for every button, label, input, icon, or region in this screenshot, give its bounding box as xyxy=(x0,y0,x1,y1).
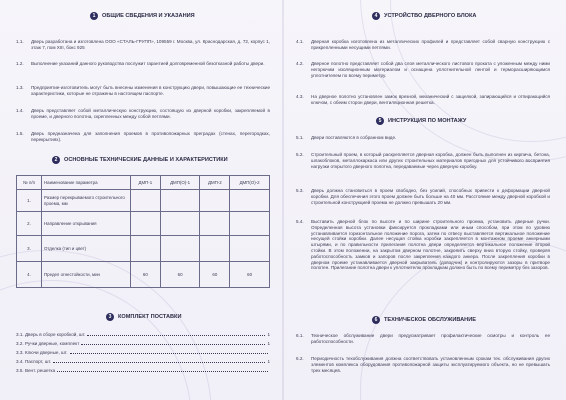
paragraph-number: 4.3. xyxy=(296,94,304,99)
section-number-badge: 6 xyxy=(372,316,380,324)
paragraph-4-1 xyxy=(296,39,550,51)
table-cell: Размер перекрываемого строительного проема, мм xyxy=(42,190,131,212)
section-title-text: ОСНОВНЫЕ ТЕХНИЧЕСКИЕ ДАННЫЕ И ХАРАКТЕРИСТИКИ xyxy=(64,156,228,163)
table-header: ДМП(О)-1 xyxy=(160,176,200,190)
paragraph-number: 5.1. xyxy=(296,135,304,140)
section-1-title xyxy=(90,12,195,20)
specifications-table xyxy=(16,175,270,288)
section-3-title xyxy=(106,313,181,321)
table-row xyxy=(17,212,270,236)
table-header: № п/п xyxy=(17,176,42,190)
paragraph-text: Двери поставляются в собранном виде. xyxy=(311,135,397,140)
paragraph-text: Дверь представляет собой металлическую конструкцию, состоящую из дверной коробки, закрепляемой в проеме, и дверного полотна, скрепленных между собой петлями. xyxy=(31,108,270,119)
section-title-text: ОБЩИЕ СВЕДЕНИЯ И УКАЗАНИЯ xyxy=(102,12,195,19)
kit-item-name: 3.3. Ключи дверные, шт. xyxy=(16,350,68,355)
table-cell: 1. xyxy=(17,190,42,212)
table-cell xyxy=(160,190,200,212)
paragraph-number: 6.1. xyxy=(296,333,304,338)
dotted-leader xyxy=(70,349,268,354)
table-cell xyxy=(230,236,270,262)
table-cell: 60 xyxy=(230,262,270,288)
paragraph-text: Периодичность техобслуживания должна соответствовать установленным срокам тех. обслуживания других элементов комплекса оборудования противопожарной защиты эксплуатируемого объекта, но не превышать трех месяцев. xyxy=(311,356,550,373)
paragraph-number: 4.2. xyxy=(296,61,304,66)
paragraph-6-2 xyxy=(296,356,550,373)
paragraph-5-2 xyxy=(296,152,550,169)
table-cell xyxy=(230,212,270,236)
table-cell xyxy=(200,212,230,236)
table-header: Наименование параметра xyxy=(42,176,131,190)
table-cell xyxy=(200,190,230,212)
section-number-badge: 1 xyxy=(90,12,98,20)
paragraph-number: 5.4. xyxy=(296,219,304,224)
paragraph-number: 1.1. xyxy=(16,39,24,44)
table-cell xyxy=(160,212,200,236)
section-title-text: КОМПЛЕКТ ПОСТАВКИ xyxy=(118,313,182,320)
table-cell: 60 xyxy=(160,262,200,288)
paragraph-1-3 xyxy=(16,85,270,97)
table-header-row xyxy=(17,176,270,190)
dotted-leader xyxy=(57,367,268,372)
paragraph-4-3 xyxy=(296,94,550,106)
table-cell: Направление открывания xyxy=(42,212,131,236)
table-header: ДМП(О)-2 xyxy=(230,176,270,190)
paragraph-text: Предприятие-изготовитель могут быть внесены изменения в конструкцию двери, повышающие ее технические характеристики, которые не отражены в настоящем паспорте. xyxy=(31,85,270,96)
paragraph-number: 4.1. xyxy=(296,39,304,44)
kit-item xyxy=(16,349,270,356)
paragraph-text: Дверь разработана и изготовлена ООО «СТАЛЬ-ГРУПП», 109559 г. Москва, ул. Краснодарская, д. 72, корпус 1, этаж 7, пом XIII, бокс 925 xyxy=(31,39,270,50)
section-title-text: ИНСТРУКЦИЯ ПО МОНТАЖУ xyxy=(388,117,467,124)
dotted-leader xyxy=(87,331,265,336)
table-row xyxy=(17,262,270,288)
section-4-title xyxy=(372,12,476,20)
table-cell xyxy=(230,190,270,212)
paragraph-number: 1.4. xyxy=(16,108,24,113)
paragraph-4-2 xyxy=(296,61,550,78)
dotted-leader xyxy=(81,340,265,345)
paragraph-text: Дверная коробка изготовлена из металлических профилей и представляет собой сварную конструкцию с прикрепленными несущими петлями. xyxy=(311,39,550,50)
paragraph-5-3 xyxy=(296,188,550,205)
paragraph-1-2 xyxy=(16,61,270,67)
paragraph-6-1 xyxy=(296,333,550,345)
paragraph-number: 1.3. xyxy=(16,85,24,90)
table-row xyxy=(17,190,270,212)
table-cell: 4. xyxy=(17,262,42,288)
paragraph-number: 5.3. xyxy=(296,188,304,193)
kit-item-name: 3.1. Дверь в сборе коробкой, шт. xyxy=(16,332,86,337)
section-2-title xyxy=(52,156,228,164)
page-fold xyxy=(282,0,284,400)
table-cell: Отделка (тип и цвет) xyxy=(42,236,131,262)
kit-item xyxy=(16,331,270,338)
paragraph-text: Выполнение указаний данного руководства послужит гарантией долговременной безотказной работы двери. xyxy=(31,61,265,66)
section-5-title xyxy=(376,117,466,125)
table-cell: Предел огнестойкости, мин xyxy=(42,262,131,288)
paragraph-text: На дверное полотно установлен замок врезной, механический с защелкой, запирающийся и отпирающийся ключом, с обеим сторон двери, вентиляционная решетка. xyxy=(311,94,550,105)
paragraph-text: Строительный проем, в который раскрепляется дверная коробка, должен быть выполнен из кирпича, бетона, шлакоблоков, металлокаркаса или других строительных материалов пригодных для устойчивого восприятия нагрузки открытого дверного полотна, передаваемые через дверную коробку. xyxy=(311,152,550,169)
kit-item-name: 3.5. Вент. решетка xyxy=(16,368,56,373)
section-title-text: ТЕХНИЧЕСКОЕ ОБСЛУЖИВАНИЕ xyxy=(384,316,476,323)
table-cell: 3. xyxy=(17,236,42,262)
kit-item-quantity: 1 xyxy=(267,359,270,364)
paragraph-text: Выставить дверной блок по высоте и по ширине строительного проема, установить дверные ручки. Определенная высота установки фиксируется прокладками или иным способом, при этом по уровню устанавливается горизонтальное положение порога, затем по отвесу выставляется вертикальное положение несущей стойки коробки. Далее несущая стойка коробки закрепляется в монтажном проеме анкерными штырями, и по правильности прилегания полотна двери определяется вертикальное положение второй стойки. В этом положении, на закрытом дверном полотне, закрепить сверху вниз вторую стойку, проверяя работоспособность замков и запоров после закрепления каждого анкера. После закрепления коробки в дверном проеме устанавливается дверной закрыватель (доводчик) и контролируются зазоры в притворе полотен. Прилегание полотна двери к уплотнителю прокладкам должно быть по всему периметру без зазоров. xyxy=(311,219,550,271)
paragraph-text: Дверь должна становиться в проем свободно, без усилий, способных привести к деформации дверной коробки. Для обеспечения этого проем должен быть больше на 40 мм. Расстояние между дверной коробкой и строительной конструкцией проема не должно превышать 20 мм. xyxy=(311,188,550,205)
kit-item-quantity: 1 xyxy=(267,332,270,337)
paragraph-5-1 xyxy=(296,135,550,141)
paragraph-text: Дверное полотно представляет собой два слоя металлического листового проката с уложенным между ними негорючим изоляционным материалом и оснащена уплотнительной лентой и терморасширяющимся уплотнителем по всему периметру. xyxy=(311,61,550,78)
paragraph-5-4 xyxy=(296,219,550,271)
paragraph-number: 1.2. xyxy=(16,61,24,66)
paragraph-text: Дверь предназначена для заполнения проемов в противопожарных преградах (стенах, перегородках, перекрытиях). xyxy=(31,131,270,142)
kit-item xyxy=(16,367,270,374)
table-cell: 60 xyxy=(131,262,161,288)
section-number-badge: 5 xyxy=(376,117,384,125)
section-number-badge: 4 xyxy=(372,12,380,20)
kit-item-name: 3.4. Паспорт, шт. xyxy=(16,359,52,364)
table-row xyxy=(17,236,270,262)
kit-item xyxy=(16,340,270,347)
kit-item-quantity: 1 xyxy=(267,341,270,346)
table-cell: 2. xyxy=(17,212,42,236)
paragraph-number: 6.2. xyxy=(296,356,304,361)
section-number-badge: 2 xyxy=(52,156,60,164)
right-page xyxy=(290,6,558,394)
paragraph-1-5 xyxy=(16,131,270,143)
left-page xyxy=(10,6,278,394)
table-cell xyxy=(131,236,161,262)
section-title-text: УСТРОЙСТВО ДВЕРНОГО БЛОКА xyxy=(384,12,477,19)
paragraph-1-1 xyxy=(16,39,270,51)
paragraph-number: 1.5. xyxy=(16,131,24,136)
paragraph-number: 5.2. xyxy=(296,152,304,157)
paragraph-text: Техническое обслуживание двери предусматривает профилактические осмотры и контроль ее работоспособности. xyxy=(311,333,550,344)
dotted-leader xyxy=(53,358,265,363)
paragraph-1-4 xyxy=(16,108,270,120)
table-cell xyxy=(160,236,200,262)
table-header: ДМП-1 xyxy=(131,176,161,190)
table-cell xyxy=(131,190,161,212)
kit-item xyxy=(16,358,270,365)
table-cell: 60 xyxy=(200,262,230,288)
table-header: ДМП-2 xyxy=(200,176,230,190)
table-cell xyxy=(200,236,230,262)
table-cell xyxy=(131,212,161,236)
kit-item-name: 3.2. Ручки дверные, комплект xyxy=(16,341,80,346)
section-number-badge: 3 xyxy=(106,313,114,321)
section-6-title xyxy=(372,316,476,324)
